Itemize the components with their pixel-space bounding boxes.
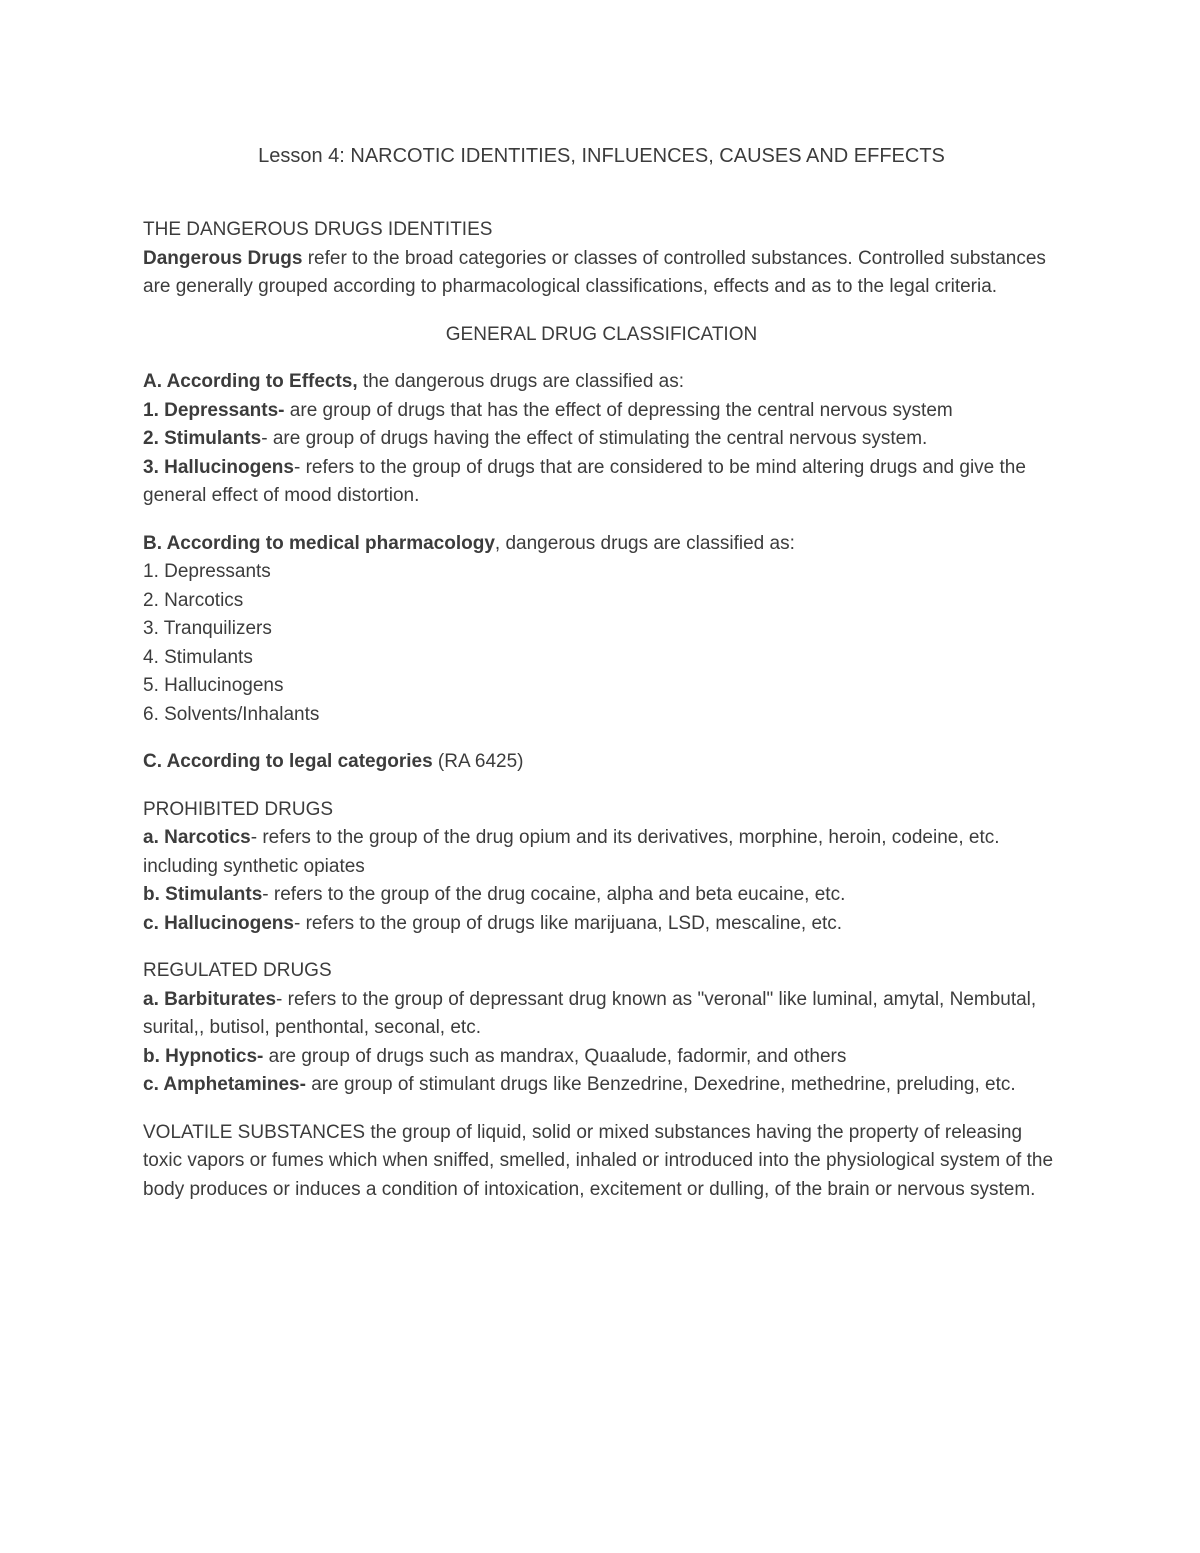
- prohibited-item-0-bold: a. Narcotics: [143, 827, 251, 848]
- section-a-intro: [143, 368, 1060, 397]
- section-c-legal: [143, 748, 1060, 777]
- section-b-item-hallucinogens: 5. Hallucinogens: [143, 675, 284, 696]
- identities-paragraph: [143, 245, 1060, 302]
- prohibited-item-stimulants: [143, 881, 1060, 910]
- document-title: Lesson 4: NARCOTIC IDENTITIES, INFLUENCES, CAUSES AND EFFECTS: [258, 145, 945, 167]
- prohibited-item-1-text: - refers to the group of the drug cocaine, alpha and beta eucaine, etc.: [262, 884, 846, 905]
- prohibited-item-2-bold: c. Hallucinogens: [143, 912, 294, 934]
- volatile-paragraph: VOLATILE SUBSTANCES the group of liquid, solid or mixed substances having the property of releasing toxic vapors or fumes which when sniffed, smelled, inhaled or introduced into the physiological system of the body produces or induces a condition of intoxication, excitement or dulling, of the brain or nervous system.: [143, 1121, 1054, 1200]
- section-b-pharmacology: [143, 530, 1060, 730]
- section-a-item-hallucinogens: [143, 454, 1060, 511]
- regulated-item-2-text: are group of stimulant drugs like Benzedrine, Dexedrine, methedrine, preluding, etc.: [305, 1074, 1016, 1095]
- prohibited-item-narcotics: [143, 824, 1060, 881]
- section-a-item-2-text: - refers to the group of drugs that are considered to be mind altering drugs and give the general effect of mood distortion.: [143, 456, 1026, 506]
- section-b-intro: [143, 530, 1060, 559]
- prohibited-heading: PROHIBITED DRUGS: [143, 798, 334, 820]
- section-a-item-0-text: are group of drugs that has the effect of depressing the central nervous system: [284, 399, 953, 421]
- regulated-item-barbiturates: [143, 986, 1060, 1043]
- section-b-item-stimulants: 4. Stimulants: [143, 646, 253, 668]
- identities-lead-text: refer to the broad categories or classes of controlled substances. Controlled substances are generally grouped according to pharmacological classifications, effects and as to the legal criteria.: [143, 247, 1046, 297]
- section-a-intro-text: the dangerous drugs are classified as:: [357, 371, 685, 392]
- prohibited-item-1-bold: b. Stimulants: [143, 884, 263, 905]
- section-a-item-1-bold: 2. Stimulants: [143, 428, 262, 449]
- section-c-intro: [143, 748, 1060, 777]
- prohibited-drugs-section: [143, 796, 1060, 939]
- regulated-drugs-section: [143, 957, 1060, 1100]
- regulated-heading: REGULATED DRUGS: [143, 960, 332, 981]
- section-a-item-depressants: [143, 397, 1060, 426]
- regulated-item-0-bold: a. Barbiturates: [143, 988, 277, 1010]
- section-a-item-1-text: - are group of drugs having the effect of stimulating the central nervous system.: [261, 428, 928, 449]
- section-b-item-depressants: 1. Depressants: [143, 561, 271, 582]
- section-a-item-stimulants: [143, 425, 1060, 454]
- regulated-item-hypnotics: [143, 1043, 1060, 1072]
- prohibited-item-0-text: - refers to the group of the drug opium and its derivatives, morphine, heroin, codeine, etc. including synthetic opiates: [143, 827, 1000, 877]
- section-c-intro-text: (RA 6425): [432, 751, 524, 772]
- regulated-item-amphetamines: [143, 1071, 1060, 1100]
- prohibited-item-2-text: - refers to the group of drugs like marijuana, LSD, mescaline, etc.: [293, 912, 843, 934]
- volatile-substances-section: [143, 1119, 1060, 1205]
- section-c-intro-bold: C. According to legal categories: [143, 751, 433, 772]
- classification-heading: GENERAL DRUG CLASSIFICATION: [445, 323, 758, 345]
- section-a-item-0-bold: 1. Depressants-: [143, 399, 285, 421]
- section-b-intro-text: , dangerous drugs are classified as:: [494, 532, 795, 554]
- regulated-item-1-bold: b. Hypnotics-: [143, 1045, 264, 1067]
- regulated-item-0-text: - refers to the group of depressant drug known as "veronal" like luminal, amytal, Nembutal, surital,, butisol, penthontal, seconal, etc.: [143, 988, 1037, 1038]
- section-b-item-tranquilizers: 3. Tranquilizers: [143, 618, 272, 639]
- section-a-effects: [143, 368, 1060, 511]
- section-b-item-narcotics: 2. Narcotics: [143, 589, 244, 611]
- prohibited-item-hallucinogens: [143, 910, 1060, 939]
- identities-section: [143, 216, 1060, 302]
- regulated-item-1-text: are group of drugs such as mandrax, Quaalude, fadormir, and others: [263, 1045, 847, 1067]
- section-b-intro-bold: B. According to medical pharmacology: [143, 532, 495, 554]
- section-a-item-2-bold: 3. Hallucinogens: [143, 456, 294, 478]
- regulated-item-2-bold: c. Amphetamines-: [143, 1074, 306, 1095]
- section-b-item-solvents: 6. Solvents/Inhalants: [143, 703, 320, 725]
- identities-lead-bold: Dangerous Drugs: [143, 247, 303, 269]
- identities-heading: THE DANGEROUS DRUGS IDENTITIES: [143, 219, 493, 240]
- section-a-intro-bold: A. According to Effects,: [143, 371, 358, 392]
